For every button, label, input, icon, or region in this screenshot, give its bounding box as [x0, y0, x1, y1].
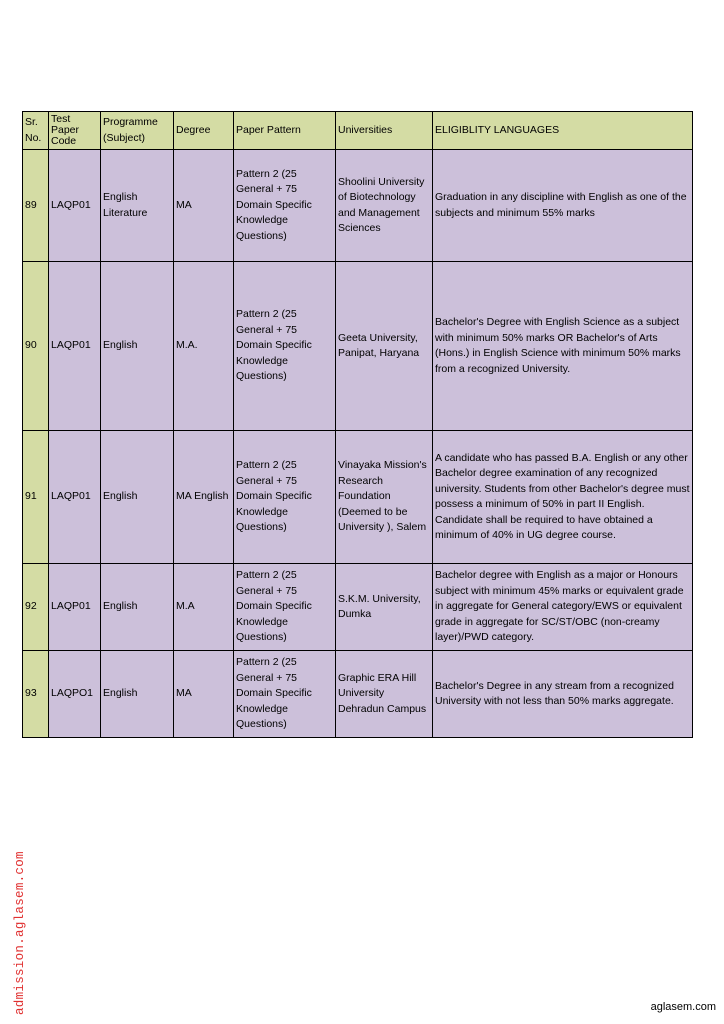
header-universities: Universities — [336, 112, 433, 150]
programme-cell: English — [101, 262, 174, 431]
degree-cell: M.A — [174, 564, 234, 651]
table-row — [23, 262, 693, 431]
university-cell: S.K.M. University, Dumka — [336, 564, 433, 651]
table-row — [23, 431, 693, 564]
pattern-cell: Pattern 2 (25 General + 75 Domain Specific Knowledge Questions) — [234, 564, 336, 651]
degree-cell: MA — [174, 651, 234, 738]
code-cell: LAQP01 — [49, 150, 101, 262]
pattern-cell: Pattern 2 (25 General + 75 Domain Specific Knowledge Questions) — [234, 262, 336, 431]
degree-cell: MA English — [174, 431, 234, 564]
sr-no-cell: 90 — [23, 262, 49, 431]
pattern-cell: Pattern 2 (25 General + 75 Domain Specific Knowledge Questions) — [234, 651, 336, 738]
footer-brand: aglasem.com — [650, 1001, 716, 1013]
sr-no-cell: 93 — [23, 651, 49, 738]
programme-cell: English — [101, 651, 174, 738]
code-cell: LAQP01 — [49, 431, 101, 564]
pattern-cell: Pattern 2 (25 General + 75 Domain Specific Knowledge Questions) — [234, 431, 336, 564]
header-test-paper-code: Test Paper Code — [49, 112, 101, 150]
watermark-text: admission.aglasem.com — [13, 851, 27, 1015]
eligibility-cell: A candidate who has passed B.A. English or any other Bachelor degree examination of any recognized university. Students from other Bachelor's degree must possess a minimum of 50% in part II English. Candidate shall be required to have obtained a minimum of 40% in UG degree course. — [433, 431, 693, 564]
university-cell: Geeta University, Panipat, Haryana — [336, 262, 433, 431]
pattern-cell: Pattern 2 (25 General + 75 Domain Specific Knowledge Questions) — [234, 150, 336, 262]
header-eligibility: ELIGIBLITY LANGUAGES — [433, 112, 693, 150]
table-header-row — [23, 112, 693, 150]
code-cell: LAQP01 — [49, 564, 101, 651]
degree-cell: MA — [174, 150, 234, 262]
sr-no-cell: 91 — [23, 431, 49, 564]
code-cell: LAQPO1 — [49, 651, 101, 738]
university-cell: Vinayaka Mission's Research Foundation (Deemed to be University ), Salem — [336, 431, 433, 564]
sr-no-cell: 89 — [23, 150, 49, 262]
university-cell: Shoolini University of Biotechnology and Management Sciences — [336, 150, 433, 262]
header-sr-no: Sr. No. — [23, 112, 49, 150]
programme-cell: English Literature — [101, 150, 174, 262]
eligibility-cell: Bachelor's Degree with English Science as a subject with minimum 50% marks OR Bachelor's of Arts (Hons.) in English Science with minimum 50% marks from a recognized University. — [433, 262, 693, 431]
header-degree: Degree — [174, 112, 234, 150]
eligibility-cell: Bachelor degree with English as a major or Honours subject with minimum 45% marks or equivalent grade in aggregate for General category/EWS or equivalent grade in aggregate for SC/ST/OBC (non-creamy layer)/PWD category. — [433, 564, 693, 651]
sr-no-cell: 92 — [23, 564, 49, 651]
eligibility-table — [22, 111, 693, 738]
header-paper-pattern: Paper Pattern — [234, 112, 336, 150]
university-cell: Graphic ERA Hill University Dehradun Campus — [336, 651, 433, 738]
table-row — [23, 564, 693, 651]
programme-cell: English — [101, 431, 174, 564]
eligibility-cell: Graduation in any discipline with English as one of the subjects and minimum 55% marks — [433, 150, 693, 262]
code-cell: LAQP01 — [49, 262, 101, 431]
table-row — [23, 651, 693, 738]
header-programme: Programme (Subject) — [101, 112, 174, 150]
eligibility-cell: Bachelor's Degree in any stream from a recognized University with not less than 50% marks aggregate. — [433, 651, 693, 738]
degree-cell: M.A. — [174, 262, 234, 431]
table-row — [23, 150, 693, 262]
programme-cell: English — [101, 564, 174, 651]
